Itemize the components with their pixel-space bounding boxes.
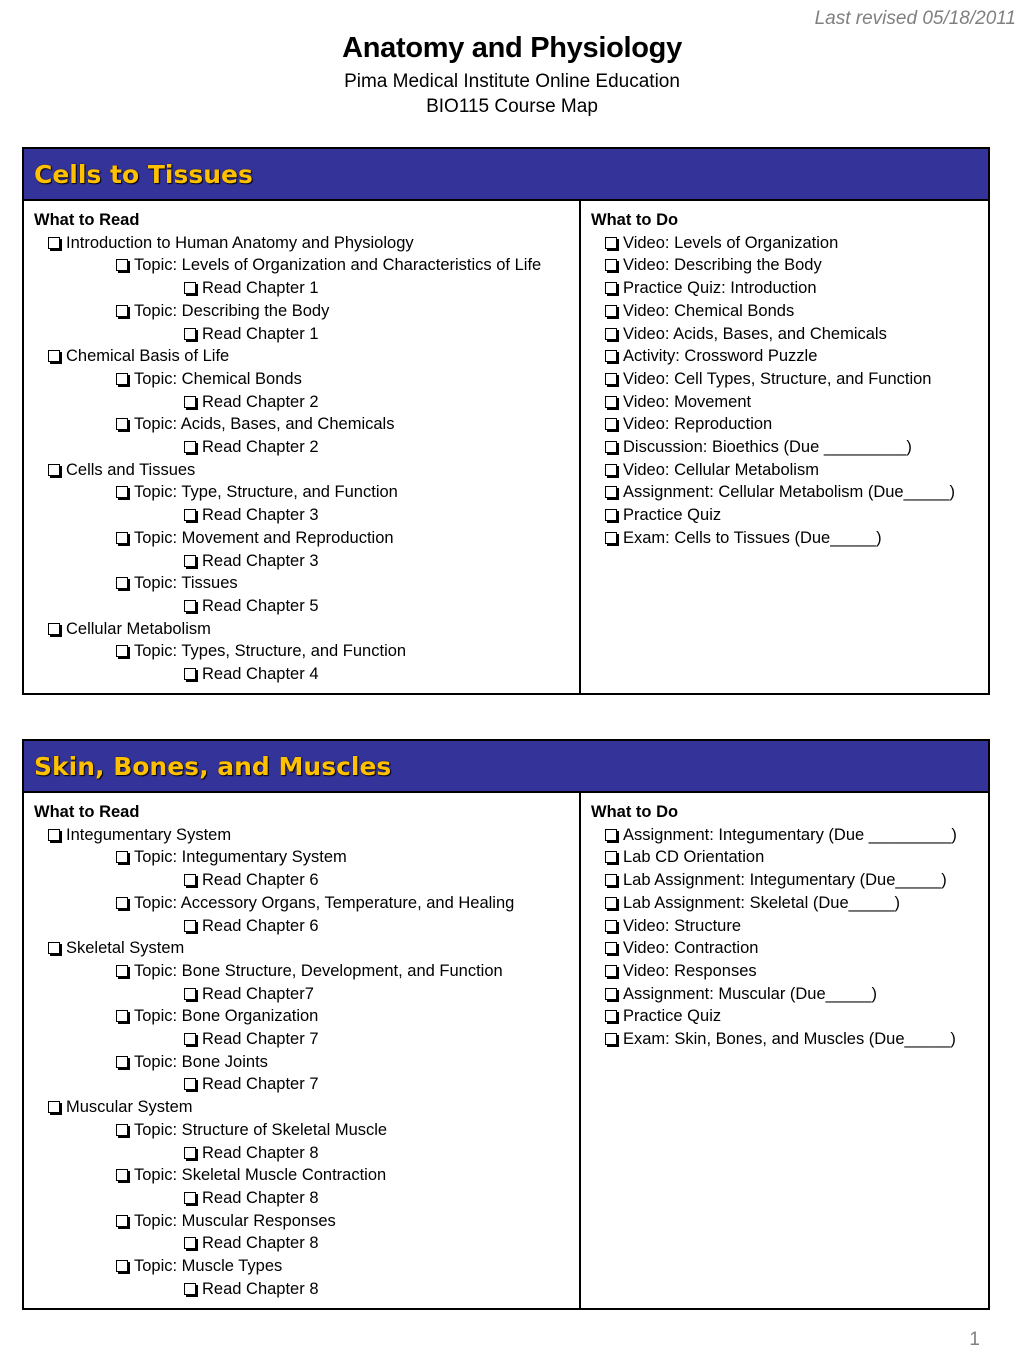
checkbox-icon[interactable] — [48, 623, 60, 635]
reading-item — [34, 550, 579, 573]
checkbox-icon[interactable] — [116, 373, 128, 385]
section-title: Skin, Bones, and Muscles — [24, 741, 988, 793]
page-title: Anatomy and Physiology — [342, 32, 682, 64]
checkbox-icon[interactable] — [184, 1033, 196, 1045]
checkbox-icon[interactable] — [184, 668, 196, 680]
item-label: Cells and Tissues — [66, 460, 196, 479]
reading-item — [34, 1278, 579, 1301]
checkbox-icon[interactable] — [184, 1237, 196, 1249]
task-item — [591, 869, 988, 892]
checkbox-icon[interactable] — [605, 464, 617, 476]
section-cells-to-tissues — [22, 147, 990, 695]
checkbox-icon[interactable] — [116, 1260, 128, 1272]
checkbox-icon[interactable] — [184, 920, 196, 932]
item-label: Topic: Muscle Types — [134, 1257, 283, 1276]
checkbox-icon[interactable] — [184, 600, 196, 612]
topic-item — [34, 368, 579, 391]
item-label: Read Chapter 6 — [202, 871, 319, 890]
task-item — [591, 345, 988, 368]
checkbox-icon[interactable] — [605, 532, 617, 544]
read-list — [34, 824, 579, 1301]
task-item — [591, 915, 988, 938]
item-label: Video: Describing the Body — [623, 256, 822, 275]
checkbox-icon[interactable] — [48, 1101, 60, 1113]
checkbox-icon[interactable] — [184, 282, 196, 294]
checkbox-icon[interactable] — [605, 418, 617, 430]
item-label: Topic: Acids, Bases, and Chemicals — [134, 415, 395, 434]
checkbox-icon[interactable] — [184, 555, 196, 567]
item-label: Read Chapter 3 — [202, 551, 319, 570]
reading-item — [34, 436, 579, 459]
item-label: Practice Quiz: Introduction — [623, 279, 817, 298]
reading-item — [34, 323, 579, 346]
checkbox-icon[interactable] — [184, 441, 196, 453]
item-label: Read Chapter 6 — [202, 916, 319, 935]
reading-item — [34, 595, 579, 618]
checkbox-icon[interactable] — [184, 1147, 196, 1159]
item-label: Video: Chemical Bonds — [623, 301, 795, 320]
checkbox-icon[interactable] — [116, 645, 128, 657]
checkbox-icon[interactable] — [116, 1169, 128, 1181]
page-number: 1 — [969, 1329, 980, 1350]
checkbox-icon[interactable] — [605, 373, 617, 385]
item-label: Video: Responses — [623, 961, 757, 980]
item-label: Video: Acids, Bases, and Chemicals — [623, 324, 887, 343]
unit-item — [34, 937, 579, 960]
item-label: Muscular System — [66, 1098, 193, 1117]
task-item — [591, 846, 988, 869]
task-item — [591, 254, 988, 277]
task-item — [591, 1005, 988, 1028]
reading-item — [34, 915, 579, 938]
item-label: Topic: Describing the Body — [134, 301, 330, 320]
checkbox-icon[interactable] — [48, 237, 60, 249]
what-to-do-column — [581, 793, 988, 1310]
checkbox-icon[interactable] — [605, 988, 617, 1000]
topic-item — [34, 527, 579, 550]
item-label: Video: Movement — [623, 392, 752, 411]
checkbox-icon[interactable] — [116, 532, 128, 544]
checkbox-icon[interactable] — [184, 328, 196, 340]
item-label: Read Chapter 2 — [202, 438, 319, 457]
item-label: Read Chapter 7 — [202, 1075, 319, 1094]
item-label: Topic: Skeletal Muscle Contraction — [134, 1166, 387, 1185]
checkbox-icon[interactable] — [605, 441, 617, 453]
course-map-title: BIO115 Course Map — [426, 96, 598, 117]
item-label: Read Chapter 7 — [202, 1030, 319, 1049]
item-label: Topic: Bone Structure, Development, and Function — [134, 961, 503, 980]
item-label: Read Chapter 8 — [202, 1188, 319, 1207]
what-to-read-heading: What to Read — [34, 803, 140, 821]
item-label: Read Chapter 5 — [202, 596, 319, 615]
item-label: Assignment: Cellular Metabolism (Due_____) — [623, 483, 955, 502]
item-label: Practice Quiz — [623, 506, 722, 525]
reading-item — [34, 1073, 579, 1096]
unit-item — [34, 618, 579, 641]
checkbox-icon[interactable] — [184, 1078, 196, 1090]
topic-item — [34, 846, 579, 869]
topic-item — [34, 1164, 579, 1187]
item-label: Read Chapter 3 — [202, 506, 319, 525]
item-label: Cellular Metabolism — [66, 619, 211, 638]
checkbox-icon[interactable] — [116, 486, 128, 498]
checkbox-icon[interactable] — [184, 509, 196, 521]
item-label: Read Chapter7 — [202, 984, 314, 1003]
item-label: Topic: Movement and Reproduction — [134, 528, 394, 547]
item-label: Chemical Basis of Life — [66, 347, 230, 366]
checkbox-icon[interactable] — [116, 1010, 128, 1022]
checkbox-icon[interactable] — [48, 350, 60, 362]
checkbox-icon[interactable] — [605, 305, 617, 317]
checkbox-icon[interactable] — [116, 851, 128, 863]
reading-item — [34, 1028, 579, 1051]
item-label: Video: Reproduction — [623, 415, 773, 434]
item-label: Topic: Integumentary System — [134, 848, 347, 867]
checkbox-icon[interactable] — [184, 1192, 196, 1204]
topic-item — [34, 481, 579, 504]
item-label: Topic: Accessory Organs, Temperature, and Healing — [134, 893, 515, 912]
checkbox-icon[interactable] — [116, 577, 128, 589]
topic-item — [34, 960, 579, 983]
checkbox-icon[interactable] — [48, 829, 60, 841]
item-label: Read Chapter 8 — [202, 1234, 319, 1253]
item-label: Introduction to Human Anatomy and Physiology — [66, 233, 414, 252]
item-label: Practice Quiz — [623, 1007, 722, 1026]
task-item — [591, 527, 988, 550]
item-label: Assignment: Integumentary (Due _________) — [623, 825, 957, 844]
reading-item — [34, 1232, 579, 1255]
checkbox-icon[interactable] — [605, 237, 617, 249]
what-to-read-column — [24, 793, 581, 1310]
checkbox-icon[interactable] — [48, 464, 60, 476]
checkbox-icon[interactable] — [605, 874, 617, 886]
task-item — [591, 892, 988, 915]
checkbox-icon[interactable] — [605, 509, 617, 521]
what-to-read-heading: What to Read — [34, 211, 140, 229]
item-label: Lab CD Orientation — [623, 848, 765, 867]
item-label: Topic: Type, Structure, and Function — [134, 483, 398, 502]
item-label: Discussion: Bioethics (Due _________) — [623, 438, 912, 457]
reading-item — [34, 391, 579, 414]
checkbox-icon[interactable] — [184, 1283, 196, 1295]
task-item — [591, 232, 988, 255]
document-header — [0, 32, 1024, 118]
what-to-read-column — [24, 201, 581, 695]
task-item — [591, 983, 988, 1006]
item-label: Topic: Bone Organization — [134, 1007, 319, 1026]
item-label: Integumentary System — [66, 825, 232, 844]
item-label: Video: Structure — [623, 916, 742, 935]
task-item — [591, 436, 988, 459]
topic-item — [34, 572, 579, 595]
item-label: Video: Cell Types, Structure, and Function — [623, 369, 932, 388]
checkbox-icon[interactable] — [116, 418, 128, 430]
checkbox-icon[interactable] — [184, 988, 196, 1000]
task-item — [591, 300, 988, 323]
item-label: Skeletal System — [66, 939, 185, 958]
checkbox-icon[interactable] — [116, 1124, 128, 1136]
task-item — [591, 391, 988, 414]
item-label: Topic: Bone Joints — [134, 1052, 268, 1071]
section-skin-bones-muscles — [22, 739, 990, 1310]
item-label: Lab Assignment: Skeletal (Due_____) — [623, 893, 901, 912]
institution-name: Pima Medical Institute Online Education — [344, 71, 680, 92]
unit-item — [34, 232, 579, 255]
checkbox-icon[interactable] — [605, 486, 617, 498]
item-label: Read Chapter 1 — [202, 324, 319, 343]
last-revised-date: Last revised 05/18/2011 — [814, 8, 1016, 29]
item-label: Topic: Levels of Organization and Characteristics of Life — [134, 256, 542, 275]
reading-item — [34, 869, 579, 892]
checkbox-icon[interactable] — [605, 897, 617, 909]
item-label: Activity: Crossword Puzzle — [623, 347, 818, 366]
checkbox-icon[interactable] — [605, 259, 617, 271]
checkbox-icon[interactable] — [116, 305, 128, 317]
item-label: Read Chapter 8 — [202, 1279, 319, 1298]
checkbox-icon[interactable] — [116, 1056, 128, 1068]
unit-item — [34, 1096, 579, 1119]
checkbox-icon[interactable] — [605, 920, 617, 932]
task-item — [591, 481, 988, 504]
task-item — [591, 824, 988, 847]
topic-item — [34, 413, 579, 436]
section-title: Cells to Tissues — [24, 149, 988, 201]
reading-item — [34, 277, 579, 300]
item-label: Assignment: Muscular (Due_____) — [623, 984, 878, 1003]
topic-item — [34, 1255, 579, 1278]
task-item — [591, 504, 988, 527]
do-list — [591, 824, 988, 1051]
task-item — [591, 459, 988, 482]
unit-item — [34, 824, 579, 847]
unit-item — [34, 459, 579, 482]
item-label: Topic: Types, Structure, and Function — [134, 642, 407, 661]
item-label: Read Chapter 4 — [202, 665, 319, 684]
reading-item — [34, 1187, 579, 1210]
checkbox-icon[interactable] — [116, 897, 128, 909]
topic-item — [34, 254, 579, 277]
checkbox-icon[interactable] — [605, 282, 617, 294]
checkbox-icon[interactable] — [184, 396, 196, 408]
task-item — [591, 368, 988, 391]
reading-item — [34, 504, 579, 527]
checkbox-icon[interactable] — [605, 829, 617, 841]
item-label: Exam: Skin, Bones, and Muscles (Due_____) — [623, 1030, 956, 1049]
topic-item — [34, 300, 579, 323]
item-label: Read Chapter 8 — [202, 1143, 319, 1162]
task-item — [591, 323, 988, 346]
item-label: Video: Contraction — [623, 939, 759, 958]
item-label: Topic: Structure of Skeletal Muscle — [134, 1120, 388, 1139]
what-to-do-heading: What to Do — [591, 211, 679, 229]
topic-item — [34, 1210, 579, 1233]
item-label: Topic: Muscular Responses — [134, 1211, 336, 1230]
item-label: Read Chapter 2 — [202, 392, 319, 411]
task-item — [591, 937, 988, 960]
topic-item — [34, 1051, 579, 1074]
topic-item — [34, 892, 579, 915]
read-list — [34, 232, 579, 686]
unit-item — [34, 345, 579, 368]
checkbox-icon[interactable] — [605, 942, 617, 954]
task-item — [591, 413, 988, 436]
reading-item — [34, 983, 579, 1006]
do-list — [591, 232, 988, 550]
checkbox-icon[interactable] — [605, 1010, 617, 1022]
checkbox-icon[interactable] — [184, 874, 196, 886]
item-label: Video: Levels of Organization — [623, 233, 839, 252]
item-label: Video: Cellular Metabolism — [623, 460, 819, 479]
item-label: Topic: Tissues — [134, 574, 238, 593]
checkbox-icon[interactable] — [116, 965, 128, 977]
task-item — [591, 1028, 988, 1051]
checkbox-icon[interactable] — [605, 350, 617, 362]
checkbox-icon[interactable] — [605, 328, 617, 340]
task-item — [591, 960, 988, 983]
reading-item — [34, 663, 579, 686]
task-item — [591, 277, 988, 300]
what-to-do-column — [581, 201, 988, 695]
checkbox-icon[interactable] — [605, 965, 617, 977]
checkbox-icon[interactable] — [605, 851, 617, 863]
item-label: Exam: Cells to Tissues (Due_____) — [623, 528, 882, 547]
item-label: Lab Assignment: Integumentary (Due_____) — [623, 871, 947, 890]
what-to-do-heading: What to Do — [591, 803, 679, 821]
checkbox-icon[interactable] — [116, 259, 128, 271]
topic-item — [34, 1119, 579, 1142]
topic-item — [34, 1005, 579, 1028]
reading-item — [34, 1142, 579, 1165]
checkbox-icon[interactable] — [48, 942, 60, 954]
topic-item — [34, 640, 579, 663]
checkbox-icon[interactable] — [116, 1215, 128, 1227]
checkbox-icon[interactable] — [605, 1033, 617, 1045]
checkbox-icon[interactable] — [605, 396, 617, 408]
item-label: Read Chapter 1 — [202, 279, 319, 298]
item-label: Topic: Chemical Bonds — [134, 369, 302, 388]
